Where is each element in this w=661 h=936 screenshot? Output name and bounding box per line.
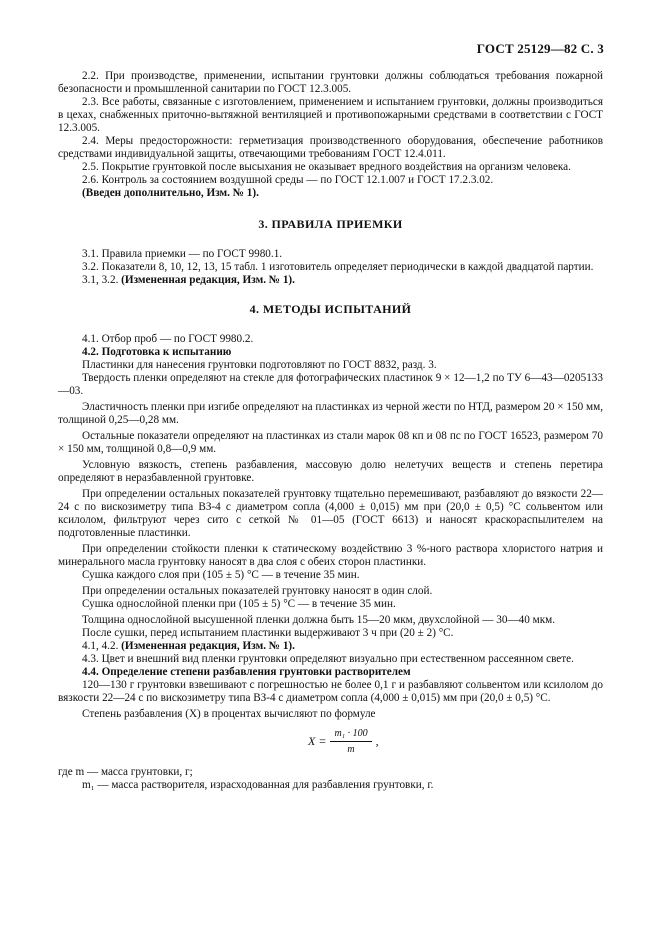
paragraph-2-6: 2.6. Контроль за состоянием воздушной среды — по ГОСТ 12.1.007 и ГОСТ 17.2.3.02. xyxy=(82,174,494,186)
amendment-note-3-ref: 3.1, 3.2. xyxy=(82,274,119,286)
paragraph-2-2: 2.2. При производстве, применении, испытании грунтовки должны соблюдаться требования пожарной безопасности и промышленной санитарии по ГОСТ 12.3.005. xyxy=(58,70,603,95)
paragraph-3-1: 3.1. Правила приемки — по ГОСТ 9980.1. xyxy=(82,248,283,260)
legend-m1: m₁ — масса растворителя, израсходованная для разбавления грунтовки, г. xyxy=(82,779,434,791)
paragraph-thickness: Толщина однослойной высушенной пленки должна быть 15—20 мкм, двухслойной — 30—40 мкм. xyxy=(82,614,556,626)
paragraph-formula-intro: Степень разбавления (X) в процентах вычисляют по формуле xyxy=(82,708,376,720)
page-header: ГОСТ 25129—82 С. 3 xyxy=(476,41,604,56)
paragraph-elasticity: Эластичность пленки при изгибе определяют на пластинках из черной жести по НТД, размером 20 × 150 мм, толщиной 0,25—0,28 мм. xyxy=(58,401,603,426)
paragraph-4-1: 4.1. Отбор проб — по ГОСТ 9980.2. xyxy=(82,333,254,345)
formula-denominator: m xyxy=(347,744,355,755)
paragraph-mixing: При определении остальных показателей грунтовку тщательно перемешивают, разбавляют до вязкости 22—24 с по вискозиметру типа ВЗ-4 с диаметром сопла (4,000 ± 0,015) мм при (20,0 ± 0,5) °С сольвентом или ксилолом, фильтруют через сито с сеткой № 01—05 (ГОСТ 6613) и наносят краскораспылителем на подготовленные пластинки. xyxy=(58,488,603,539)
amendment-note-4 xyxy=(58,640,603,653)
paragraph-2-5: 2.5. Покрытие грунтовкой после высыхания не оказывает вредного воздействия на организм человека. xyxy=(82,161,571,173)
paragraph-2-3: 2.3. Все работы, связанные с изготовлением, применением и испытанием грунтовки, должны производиться в цехах, снабженных приточно-вытяжной вентиляцией и противопожарными средствами в соответствии с ГОСТ 12.3.005. xyxy=(58,96,603,134)
paragraph-conditioning: После сушки, перед испытанием пластинки выдерживают 3 ч при (20 ± 2) °С. xyxy=(82,627,454,639)
formula-fraction xyxy=(330,727,371,756)
paragraph-2-4: 2.4. Меры предосторожности: герметизация производственного оборудования, обеспечение работников средствами индивидуальной защиты, отвечающими требованиям ГОСТ 12.4.011. xyxy=(58,135,603,160)
amendment-note-4-text: (Измененная редакция, Изм. № 1). xyxy=(121,640,295,652)
subheading-4-4: 4.4. Определение степени разбавления грунтовки растворителем xyxy=(82,666,411,678)
paragraph-4-3: 4.3. Цвет и внешний вид пленки грунтовки определяют визуально при естественном рассеянном свете. xyxy=(82,653,574,665)
paragraph-3-2: 3.2. Показатели 8, 10, 12, 13, 15 табл. 1 изготовитель определяет периодически в каждой двадцатой партии. xyxy=(82,261,594,273)
paragraph-plates: Пластинки для нанесения грунтовки подготовляют по ГОСТ 8832, разд. 3. xyxy=(82,359,437,371)
paragraph-other-indicators: Остальные показатели определяют на пластинках из стали марок 08 кп и 08 пс по ГОСТ 16523, размером 70 × 150 мм, толщиной 0,8—0,9 мм. xyxy=(58,430,603,455)
amendment-note-3-text: (Измененная редакция, Изм. № 1). xyxy=(121,274,295,286)
paragraph-drying-each: Сушка каждого слоя при (105 ± 5) °С — в течение 35 мин. xyxy=(82,569,360,581)
amendment-note-4-ref: 4.1, 4.2. xyxy=(82,640,119,652)
formula-tail: , xyxy=(375,734,379,748)
amendment-note-3 xyxy=(58,274,603,287)
section-4-heading: 4. МЕТОДЫ ИСПЫТАНИЙ xyxy=(249,302,412,316)
paragraph-one-layer: При определении остальных показателей грунтовку наносят в один слой. xyxy=(82,585,433,597)
amendment-note-2: (Введен дополнительно, Изм. № 1). xyxy=(82,187,259,199)
paragraph-dilution-procedure: 120—130 г грунтовки взвешивают с погрешностью не более 0,1 г и разбавляют сольвентом или ксилолом до вязкости 22—24 с по вискозиметру типа ВЗ-4 с диаметром сопла (4,000 ± 0,015) мм при (20,0 ± 0,5) °С. xyxy=(58,679,603,704)
subheading-4-2: 4.2. Подготовка к испытанию xyxy=(82,346,232,358)
page-content xyxy=(58,70,603,792)
paragraph-resistance: При определении стойкости пленки к статическому воздействию 3 %-ного раствора хлористого натрия и минерального масла грунтовку наносят в два слоя с обеих сторон пластинки. xyxy=(58,543,603,568)
section-3-heading: 3. ПРАВИЛА ПРИЕМКИ xyxy=(258,217,403,231)
dilution-formula xyxy=(308,727,603,756)
paragraph-hardness: Твердость пленки определяют на стекле для фотографических пластинок 9 × 12—1,2 по ТУ 6—43—0205133—03. xyxy=(58,372,603,397)
legend-m: где m — масса грунтовки, г; xyxy=(58,766,193,778)
formula-numerator: m₁ · 100 xyxy=(330,727,371,742)
formula-lhs: X = xyxy=(308,734,327,748)
paragraph-drying-single: Сушка однослойной пленки при (105 ± 5) °С — в течение 35 мин. xyxy=(82,598,396,610)
paragraph-viscosity: Условную вязкость, степень разбавления, массовую долю нелетучих веществ и степень перетира определяют в неразбавленной грунтовке. xyxy=(58,459,603,484)
